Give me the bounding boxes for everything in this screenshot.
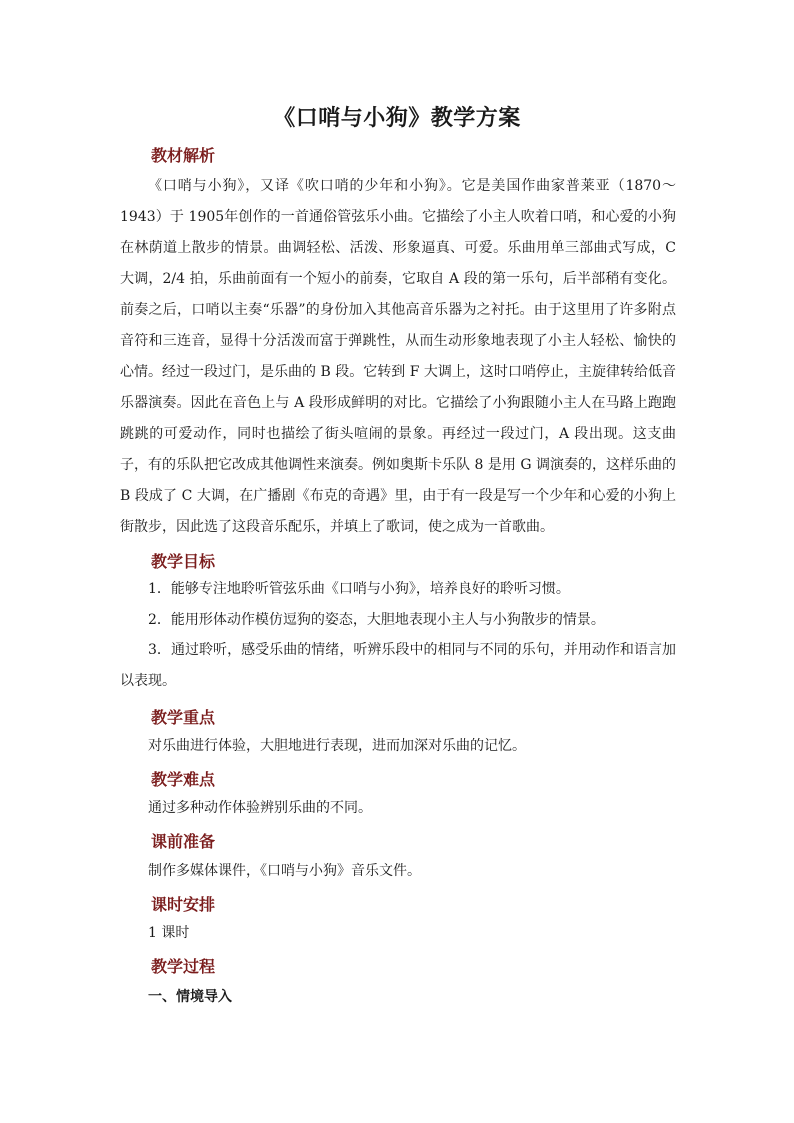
key-points-text: 对乐曲进行体验，大胆地进行表现，进而加深对乐曲的记忆。 bbox=[148, 738, 526, 754]
heading-preparation: 课前准备 bbox=[151, 832, 216, 851]
process-subheading-1: 一、情境导入 bbox=[148, 989, 232, 1005]
heading-difficulties: 教学难点 bbox=[151, 770, 216, 789]
heading-process: 教学过程 bbox=[151, 957, 216, 976]
goal-item-1: 1．能够专注地聆听管弦乐曲《口哨与小狗》，培养良好的聆听习惯。 bbox=[148, 581, 570, 597]
heading-goals: 教学目标 bbox=[151, 552, 216, 571]
analysis-paragraph: 《口哨与小狗》，又译《吹口哨的少年和小狗》。它是美国作曲家普莱亚（1870～1943）于 1905年创作的一首通俗管弦乐小曲。它描绘了小主人吹着口哨，和心爱的小狗在林荫道上散步的情景。曲调轻松、活泼、形象逼真、可爱。乐曲用单三部曲式写成，C 大调，2/4 拍，乐曲前面有一个短小的前奏，它取自 A 段的第一乐句，后半部稍有变化。前奏之后，口哨以主奏“乐器”的身份加入其他高音乐器为之衬托。由于这里用了许多附点音符和三连音，显得十分活泼而富于弹跳性，从而生动形象地表现了小主人轻松、愉快的心情。经过一段过门，是乐曲的 B 段。它转到 F 大调上，这时口哨停止，主旋律转给低音乐器演奏。因此在音色上与 A 段形成鲜明的对比。它描绘了小狗跟随小主人在马路上跑跑跳跳的可爱动作，同时也描绘了街头喧闹的景象。再经过一段过门，A 段出现。这支曲子，有的乐队把它改成其他调性来演奏。例如奥斯卡乐队 8 是用 G 调演奏的，这样乐曲的 B 段成了 C 大调，在广播剧《布克的奇遇》里，由于有一段是写一个少年和心爱的小狗上街散步，因此选了这段音乐配乐，并填上了歌词，使之成为一首歌曲。 bbox=[120, 178, 676, 535]
heading-key-points: 教学重点 bbox=[151, 708, 216, 727]
preparation-text: 制作多媒体课件，《口哨与小狗》音乐文件。 bbox=[148, 863, 421, 879]
goal-item-2: 2．能用形体动作模仿逗狗的姿态，大胆地表现小主人与小狗散步的情景。 bbox=[148, 612, 605, 628]
goal-item-3: 3．通过聆听，感受乐曲的情绪，听辨乐段中的相同与不同的乐句，并用动作和语言加以表现。 bbox=[120, 642, 676, 689]
heading-schedule: 课时安排 bbox=[151, 895, 216, 914]
difficulties-text: 通过多种动作体验辨别乐曲的不同。 bbox=[148, 800, 372, 816]
schedule-text: 1 课时 bbox=[148, 925, 190, 941]
heading-analysis: 教材解析 bbox=[151, 146, 216, 165]
document-title: 《口哨与小狗》教学方案 bbox=[273, 105, 521, 131]
